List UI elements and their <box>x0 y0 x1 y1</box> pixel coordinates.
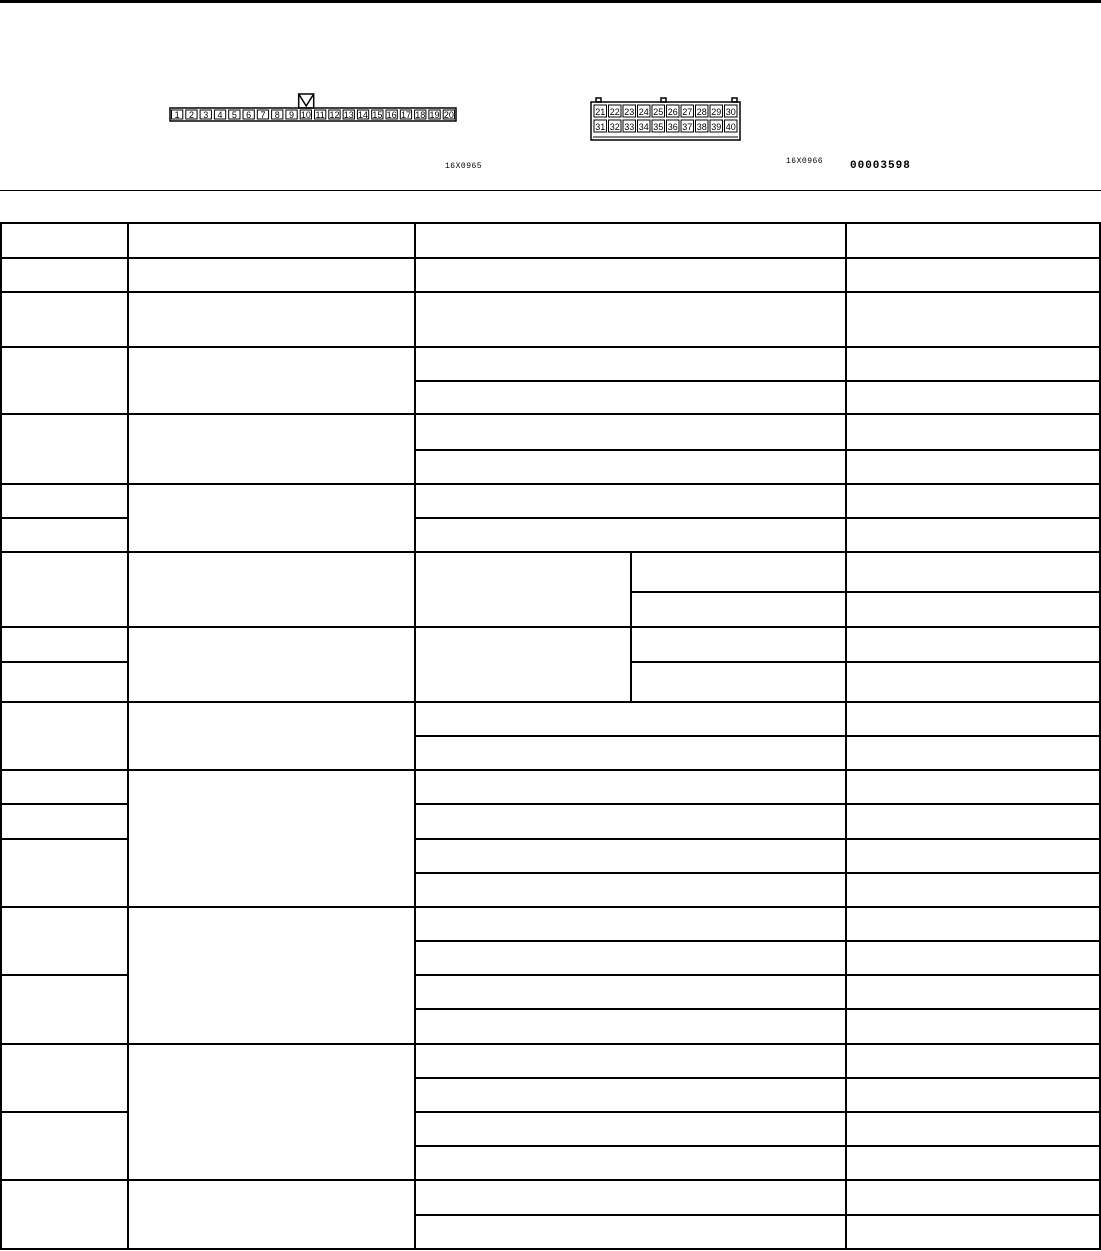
connector-b-pin-bottom-label: 38 <box>696 122 707 132</box>
connector-a-pin-label: 15 <box>372 110 383 120</box>
top-rule <box>0 0 1101 3</box>
connector-a-code: 16X0965 <box>445 162 483 171</box>
connector-a-pin-label: 18 <box>415 110 426 120</box>
connector-a-pin-label: 6 <box>246 110 252 120</box>
connector-a-pin-label: 4 <box>217 110 223 120</box>
connector-b-pin-bottom-label: 40 <box>725 122 736 132</box>
connector-b-pin-top-label: 29 <box>711 107 722 117</box>
connector-a-pin-label: 16 <box>386 110 397 120</box>
connector-b-latch <box>596 98 601 102</box>
connector-a-pin-label: 7 <box>260 110 266 120</box>
connector-a-pin-label: 8 <box>274 110 280 120</box>
connector-a-body <box>170 108 456 121</box>
document-number: 00003598 <box>850 160 911 172</box>
connector-a-pin-label: 9 <box>289 110 295 120</box>
terminal-table <box>0 222 1101 1251</box>
connector-a-pin-label: 17 <box>400 110 411 120</box>
section-rule <box>0 190 1101 191</box>
connector-b-pin-top-label: 21 <box>595 107 606 117</box>
connector-b-pin-bottom-label: 34 <box>638 122 649 132</box>
connector-a-pin-label: 3 <box>203 110 209 120</box>
connector-b-code: 16X0966 <box>786 157 824 166</box>
connector-a-pin-label: 12 <box>329 110 340 120</box>
connector-b-pin-top-label: 23 <box>624 107 635 117</box>
connector-b-pin-bottom-label: 31 <box>595 122 606 132</box>
connector-a-pin-label: 20 <box>443 110 454 120</box>
connector-b-pin-bottom-label: 37 <box>682 122 693 132</box>
connector-b-latch <box>661 98 666 102</box>
connector-b-pin-bottom-label: 39 <box>711 122 722 132</box>
connector-a-key-mark <box>299 94 314 106</box>
connector-b-figure <box>588 96 743 146</box>
connector-b-pin-top-label: 28 <box>696 107 707 117</box>
connector-a-pin-label: 14 <box>358 110 369 120</box>
connector-a-pin-label: 2 <box>188 110 194 120</box>
connector-a-pin-label: 10 <box>300 110 311 120</box>
connector-b-pin-top-label: 30 <box>725 107 736 117</box>
connector-b-pin-top-label: 25 <box>653 107 664 117</box>
connector-b-pin-top-label: 27 <box>682 107 693 117</box>
connector-b-pin-bottom-label: 32 <box>609 122 620 132</box>
connector-b-pin-bottom-label: 36 <box>667 122 678 132</box>
connector-a-pin-label: 13 <box>343 110 354 120</box>
connector-a-pin-label: 19 <box>429 110 440 120</box>
connector-a-pin-label: 11 <box>315 110 325 120</box>
connector-b-pin-top-label: 24 <box>638 107 649 117</box>
connector-b-latch <box>732 98 737 102</box>
connector-a-figure <box>160 88 470 128</box>
connector-a-pin-label: 5 <box>231 110 237 120</box>
connector-b-pin-bottom-label: 33 <box>624 122 635 132</box>
connector-b-pin-bottom-label: 35 <box>653 122 664 132</box>
connector-b-pin-top-label: 26 <box>667 107 678 117</box>
connector-a-pin-label: 1 <box>174 110 180 120</box>
connector-b-pin-top-label: 22 <box>609 107 620 117</box>
